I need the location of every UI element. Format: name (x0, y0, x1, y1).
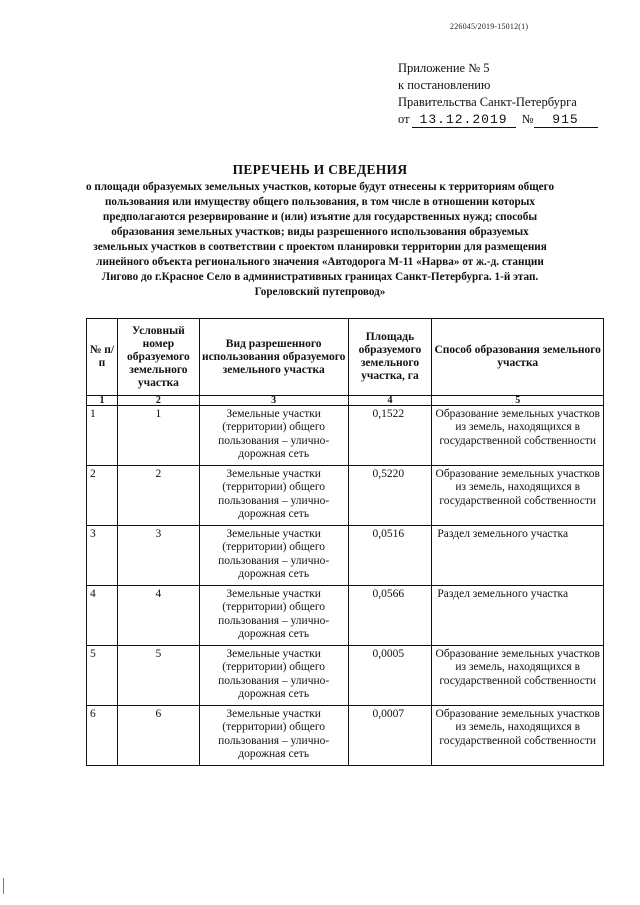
column-number-row (87, 396, 604, 406)
column-number: 3 (199, 396, 348, 406)
area-ha: 0,0566 (348, 586, 432, 646)
formation-method: Образование земельных участков из земель, находящихся в государственной собственности (432, 466, 604, 526)
formation-method: Образование земельных участков из земель, находящихся в государственной собственности (432, 646, 604, 706)
header-conditional-number: Условный номер образуемого земельного участка (117, 319, 199, 396)
header-permitted-use: Вид разрешенного использования образуемого земельного участка (199, 319, 348, 396)
table-row (87, 526, 604, 586)
appendix-issuer: Правительства Санкт-Петербурга (398, 95, 577, 109)
conditional-number: 3 (117, 526, 199, 586)
header-area: Площадь образуемого земельного участка, га (348, 319, 432, 396)
conditional-number: 4 (117, 586, 199, 646)
permitted-use: Земельные участки (территории) общего пользования – улично-дорожная сеть (199, 466, 348, 526)
column-number: 5 (432, 396, 604, 406)
document-title: ПЕРЕЧЕНЬ И СВЕДЕНИЯ (232, 162, 408, 177)
land-plots-table (86, 318, 604, 766)
area-ha: 0,1522 (348, 406, 432, 466)
conditional-number: 1 (117, 406, 199, 466)
row-number: 1 (87, 406, 118, 466)
row-number: 6 (87, 706, 118, 766)
appendix-block (398, 60, 608, 128)
table-row (87, 586, 604, 646)
table-row (87, 646, 604, 706)
column-number: 2 (117, 396, 199, 406)
permitted-use: Земельные участки (территории) общего пользования – улично-дорожная сеть (199, 646, 348, 706)
formation-method: Образование земельных участков из земель, находящихся в государственной собственности (432, 706, 604, 766)
permitted-use: Земельные участки (территории) общего пользования – улично-дорожная сеть (199, 526, 348, 586)
header-formation-method: Способ образования земельного участка (432, 319, 604, 396)
area-ha: 0,0005 (348, 646, 432, 706)
header-num: № п/п (87, 319, 118, 396)
resolution-number: 915 (534, 112, 598, 128)
document-id: 226045/2019-15012(1) (450, 22, 529, 31)
number-label: № (521, 112, 534, 126)
scan-margin-mark (3, 878, 4, 894)
date-prefix: от (398, 112, 410, 126)
document-heading (85, 162, 555, 300)
table-row (87, 706, 604, 766)
formation-method: Раздел земельного участка (432, 526, 604, 586)
column-number: 4 (348, 396, 432, 406)
permitted-use: Земельные участки (территории) общего пользования – улично-дорожная сеть (199, 406, 348, 466)
conditional-number: 2 (117, 466, 199, 526)
permitted-use: Земельные участки (территории) общего пользования – улично-дорожная сеть (199, 706, 348, 766)
table-header-row (87, 319, 604, 396)
document-subtitle: о площади образуемых земельных участков, которые будут отнесены к территориям общего пользования или имуществу общего пользования, в том числе в отношении которых предполагаются резервирование и (или) изъятие для государственных нужд; способы образования земельных участков; виды разрешенного использования образуемых земельных участков в соответствии с проектом планировки территории для размещения линейного объекта регионального значения «Автодорога М-11 «Нарва» от ж.-д. станции Лигово до г.Красное Село в административных границах Санкт-Петербурга. 1-й этап. Гореловский путепровод» (85, 181, 555, 298)
conditional-number: 5 (117, 646, 199, 706)
formation-method: Раздел земельного участка (432, 586, 604, 646)
area-ha: 0,0007 (348, 706, 432, 766)
formation-method: Образование земельных участков из земель, находящихся в государственной собственности (432, 406, 604, 466)
area-ha: 0,5220 (348, 466, 432, 526)
column-number: 1 (87, 396, 118, 406)
appendix-title: Приложение № 5 (398, 61, 490, 75)
area-ha: 0,0516 (348, 526, 432, 586)
appendix-resolution-ref: к постановлению (398, 78, 491, 92)
appendix-date-line (398, 111, 608, 128)
table-row (87, 466, 604, 526)
row-number: 5 (87, 646, 118, 706)
row-number: 4 (87, 586, 118, 646)
permitted-use: Земельные участки (территории) общего пользования – улично-дорожная сеть (199, 586, 348, 646)
conditional-number: 6 (117, 706, 199, 766)
row-number: 2 (87, 466, 118, 526)
row-number: 3 (87, 526, 118, 586)
table-row (87, 406, 604, 466)
resolution-date: 13.12.2019 (412, 112, 516, 128)
